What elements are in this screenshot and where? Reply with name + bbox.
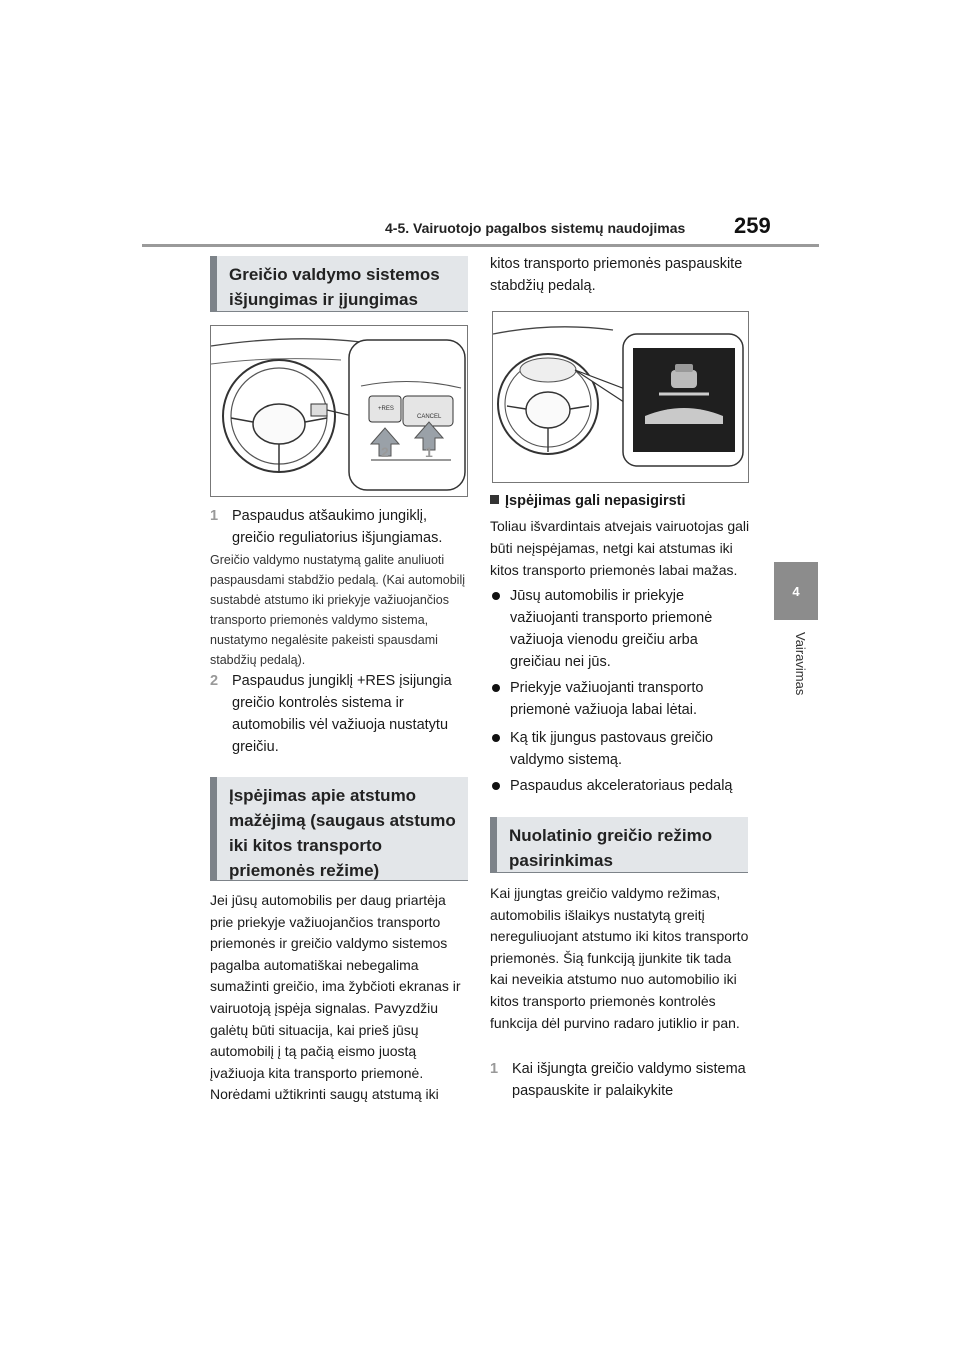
bullet-item-4-text: Paspaudus akceleratoriaus pedalą bbox=[510, 778, 733, 794]
bullet-item-1 bbox=[492, 585, 752, 673]
section-heading-constant-speed-mode: Nuolatinio greičio režimo pasirinkimas bbox=[490, 817, 748, 873]
step-1 bbox=[210, 505, 472, 549]
section-heading-distance-warning: Įspėjimas apie atstumo mažėjimą (saugaus atstumo iki kitos transporto priemonės režime) bbox=[210, 777, 468, 881]
square-bullet-icon bbox=[490, 495, 499, 504]
callout-2: 2 bbox=[381, 444, 389, 460]
bullet-item-2-text: Priekyje važiuojanti transporto priemonė važiuoja labai lėtai. bbox=[510, 680, 704, 718]
header-rule bbox=[142, 244, 819, 247]
section-heading-cruise-off-on: Greičio valdymo sistemos išjungimas ir įjungimas bbox=[210, 256, 468, 312]
step-2 bbox=[210, 670, 472, 758]
bullet-item-3-text: Ką tik įjungus pastovaus greičio valdymo sistemą. bbox=[510, 730, 714, 768]
subheading-text: Įspėjimas gali nepasigirsti bbox=[505, 493, 686, 509]
step-2-text: Paspaudus jungiklį +RES įsijungia greičio kontrolės sistema ir automobilis vėl važiuoja nustatytu greičiu. bbox=[232, 673, 452, 755]
note-paragraph: Greičio valdymo nustatymą galite anuliuoti paspausdami stabdžio pedalą. (Kai automobilį sustabdė atstumo iki priekyje važiuojančios transporto priemonės valdymo sistema, nustatymo negalėsite pakeisti spausdami stabdžių pedalą). bbox=[210, 553, 466, 667]
running-header-title: 4-5. Vairuotojo pagalbos sistemų naudojimas bbox=[385, 220, 686, 236]
display-illustration bbox=[493, 312, 748, 482]
chapter-label: Vairavimas bbox=[793, 632, 808, 696]
figure-steering-wheel-switch bbox=[210, 325, 468, 497]
bullet-item-2 bbox=[492, 677, 752, 721]
callout-1: 1 bbox=[425, 444, 433, 460]
step-1-text: Paspaudus atšaukimo jungiklį, greičio reguliatorius išjungiamas. bbox=[232, 508, 443, 546]
bullet-item-3 bbox=[492, 727, 752, 771]
bullet-dot-icon bbox=[492, 734, 500, 742]
chapter-label-container bbox=[766, 632, 826, 712]
bullet-item-4 bbox=[492, 775, 752, 797]
constant-speed-paragraph: Kai įjungtas greičio valdymo režimas, automobilis išlaikys nustatytą greitį nereguliuojant atstumo iki kitos transporto priemonės. Šią funkciją įjunkite tik tada kai neveikia atstumo nuo automobilio iki kitos transporto priemonės kontrolės funkcija dėl purvino radaro jutiklio ir pan. bbox=[490, 885, 749, 1031]
paragraph-continuation: kitos transporto priemonės paspauskite stabdžių pedalą. bbox=[490, 256, 743, 294]
plus-res-button-label: +RES bbox=[378, 406, 394, 412]
bullet-item-1-text: Jūsų automobilis ir priekyje važiuojanti transporto priemonė važiuoja vienodu greičiu arba greičiau nei jūs. bbox=[510, 588, 713, 670]
bullet-dot-icon bbox=[492, 684, 500, 692]
subheading-warning-may-not-sound bbox=[490, 490, 752, 512]
cancel-button-label: CANCEL bbox=[417, 414, 442, 420]
bullet-dot-icon bbox=[492, 782, 500, 790]
step-2-number: 2 bbox=[210, 673, 219, 689]
figure-warning-display bbox=[492, 311, 749, 483]
subheading-paragraph: Toliau išvardintais atvejais vairuotojas gali būti neįspėjamas, netgi kai atstumas iki kitos transporto priemonės labai mažas. bbox=[490, 518, 750, 578]
steering-wheel-illustration bbox=[211, 326, 467, 496]
bullet-dot-icon bbox=[492, 592, 500, 600]
step-1-number: 1 bbox=[210, 508, 219, 524]
step-1-right-text: Kai išjungta greičio valdymo sistema paspauskite ir palaikykite bbox=[512, 1061, 746, 1099]
distance-warning-paragraph: Jei jūsų automobilis per daug priartėja prie priekyje važiuojančios transporto priemonės ir greičio valdymo sistemos pagalba automatiškai nebegalima sumažinti greičio, ima žybčioti ekranas ir vairuotoją įspėja signalas. Pavyzdžiu galėtų būti situacija, kai prieš jūsų automobilį į tą pačią eismo juostą įvažiuoja kita transporto priemonė. Norėdami užtikrinti saugų atstumą iki bbox=[210, 892, 461, 1103]
chapter-number: 4 bbox=[792, 583, 800, 599]
page-number: 259 bbox=[734, 213, 771, 238]
step-1-right bbox=[490, 1058, 752, 1102]
step-1-right-number: 1 bbox=[490, 1061, 499, 1077]
chapter-tab bbox=[774, 562, 818, 620]
